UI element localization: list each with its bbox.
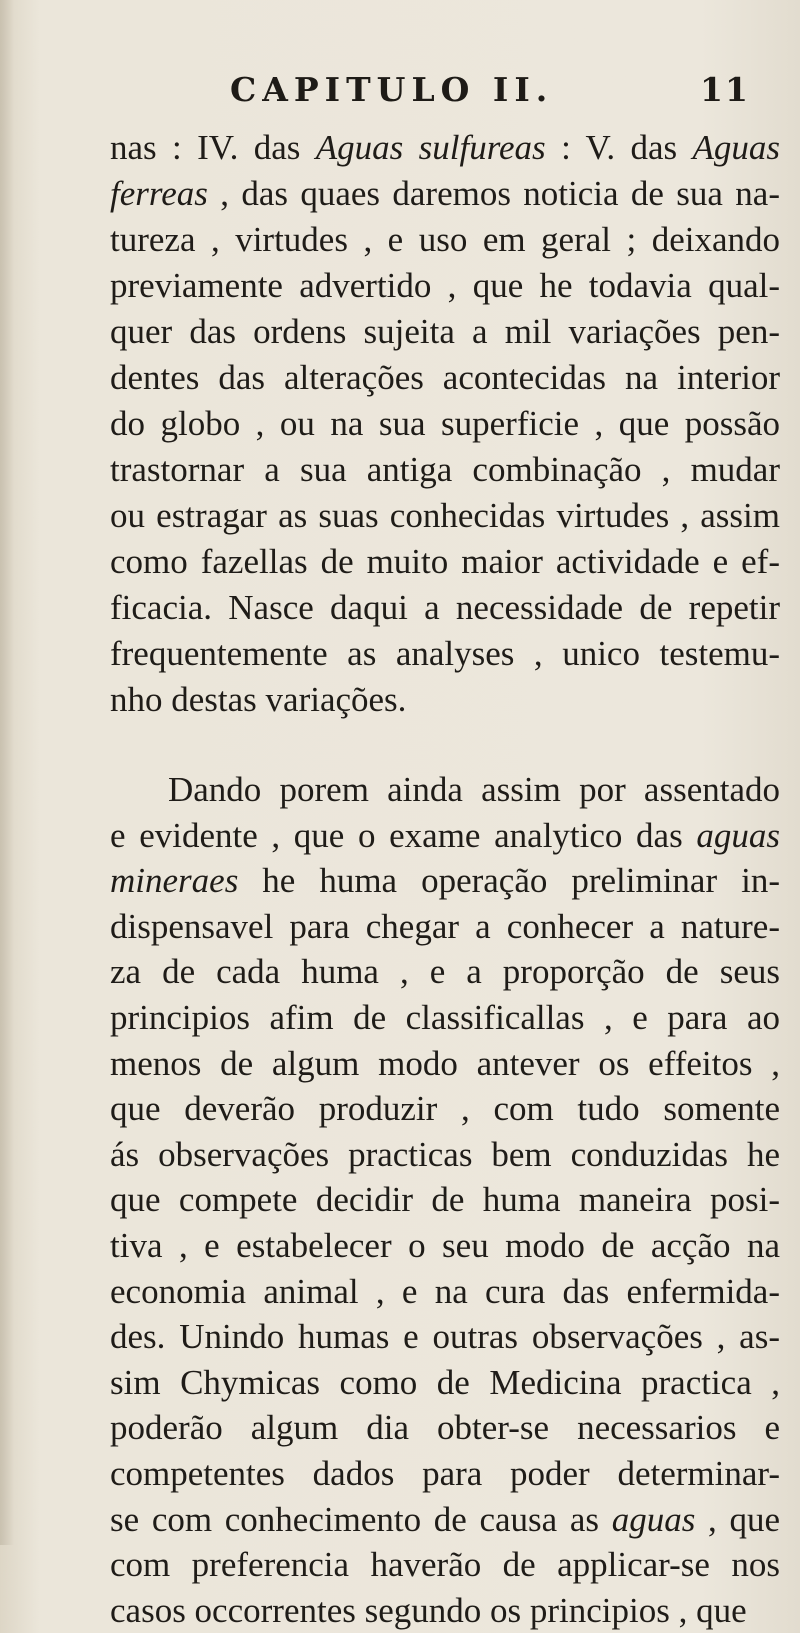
text-run: menos de algum modo antever os effeitos , (110, 1043, 780, 1083)
text-line (110, 1133, 780, 1177)
text-run: dentes das alterações acontecidas na interior (110, 358, 780, 397)
text-run: do globo , ou na sua superficie , que possão (110, 404, 780, 443)
text-run: e evidente , que o exame analytico das (110, 815, 697, 855)
text-run: ou estragar as suas conhecidas virtudes , assim (110, 496, 780, 535)
text-line (110, 1361, 780, 1405)
running-title: CAPITULO II. (230, 70, 554, 109)
text-line (110, 1498, 780, 1542)
text-run: za de cada huma , e a proporção de seus (110, 952, 780, 992)
text-run: ás observações practicas bem conduzidas he (110, 1134, 780, 1174)
text-run: tiva , e estabelecer o seu modo de acção na (110, 1226, 780, 1265)
text-line (110, 996, 780, 1040)
text-run: , que (695, 1499, 780, 1539)
text-line (110, 1270, 780, 1314)
text-run: ficacia. Nasce daqui a necessidade de repetir (110, 588, 780, 627)
text-run: he huma operação preliminar in- (238, 861, 780, 901)
text-run: como fazellas de muito maior actividade e ef- (110, 542, 780, 581)
text-line (110, 448, 780, 492)
text-run: dispensavel para chegar a conhecer a nature- (110, 906, 780, 946)
page-number: 11 (700, 70, 750, 109)
text-line (110, 1042, 780, 1086)
text-line (110, 494, 780, 538)
text-line (110, 172, 780, 216)
text-run: economia animal , e na cura das enfermida- (110, 1271, 780, 1311)
text-line (110, 264, 780, 308)
text-run: com preferencia haverão de applicar-se nos (110, 1545, 780, 1585)
italic-word: Aguas sulfureas (315, 128, 546, 167)
text-line (110, 814, 780, 858)
text-line (110, 310, 780, 354)
text-run: Dando porem ainda assim por assentado (168, 770, 780, 809)
text-run: : V. das (545, 128, 693, 167)
text-line (110, 632, 780, 676)
text-run: frequentemente as analyses , unico testemu- (110, 634, 780, 673)
text-line (110, 1315, 780, 1359)
text-run: se com conhecimento de causa as (110, 1499, 612, 1539)
text-line (168, 768, 780, 812)
text-line (110, 356, 780, 400)
italic-word: Aguas (692, 128, 780, 167)
text-line (110, 126, 780, 170)
text-run: sim Chymicas como de Medicina practica , (110, 1362, 780, 1402)
text-line (110, 1087, 780, 1131)
text-run: previamente advertido , que he todavia qual- (110, 266, 780, 305)
text-line (110, 540, 780, 584)
text-run: competentes dados para poder determinar- (110, 1454, 780, 1493)
text-run: nho destas variações. (110, 680, 407, 719)
text-run: poderão algum dia obter-se necessarios e (110, 1408, 780, 1448)
binding-gutter-shadow (0, 0, 14, 1545)
text-line (110, 678, 780, 722)
text-line (110, 1406, 780, 1450)
text-run: , das quaes daremos noticia de sua na- (207, 174, 780, 213)
text-line (110, 950, 780, 994)
text-run: casos occorrentes segundo os principios , que (110, 1590, 747, 1630)
text-line (110, 1589, 780, 1633)
text-run: des. Unindo humas e outras observações , as- (110, 1317, 780, 1357)
text-line (110, 859, 780, 903)
text-line (110, 218, 780, 262)
text-run: trastornar a sua antiga combinação , mudar (110, 450, 780, 489)
text-run: principios afim de classificallas , e para ao (110, 998, 780, 1037)
text-line (110, 1543, 780, 1587)
italic-word: ferreas (110, 174, 208, 213)
text-line (110, 905, 780, 949)
text-line (110, 586, 780, 630)
text-run: que deverão produzir , com tudo somente (110, 1089, 780, 1129)
text-run: tureza , virtudes , e uso em geral ; deixando (110, 220, 780, 259)
text-line (110, 402, 780, 446)
text-line (110, 1224, 780, 1268)
text-run: que compete decidir de huma maneira posi- (110, 1180, 780, 1220)
italic-word: aguas (696, 815, 780, 855)
text-line (110, 1452, 780, 1496)
text-run: quer das ordens sujeita a mil variações pen- (110, 312, 780, 351)
text-run: nas : IV. das (110, 128, 316, 167)
italic-word: mineraes (110, 861, 239, 901)
text-line (110, 1178, 780, 1222)
italic-word: aguas (611, 1499, 696, 1539)
